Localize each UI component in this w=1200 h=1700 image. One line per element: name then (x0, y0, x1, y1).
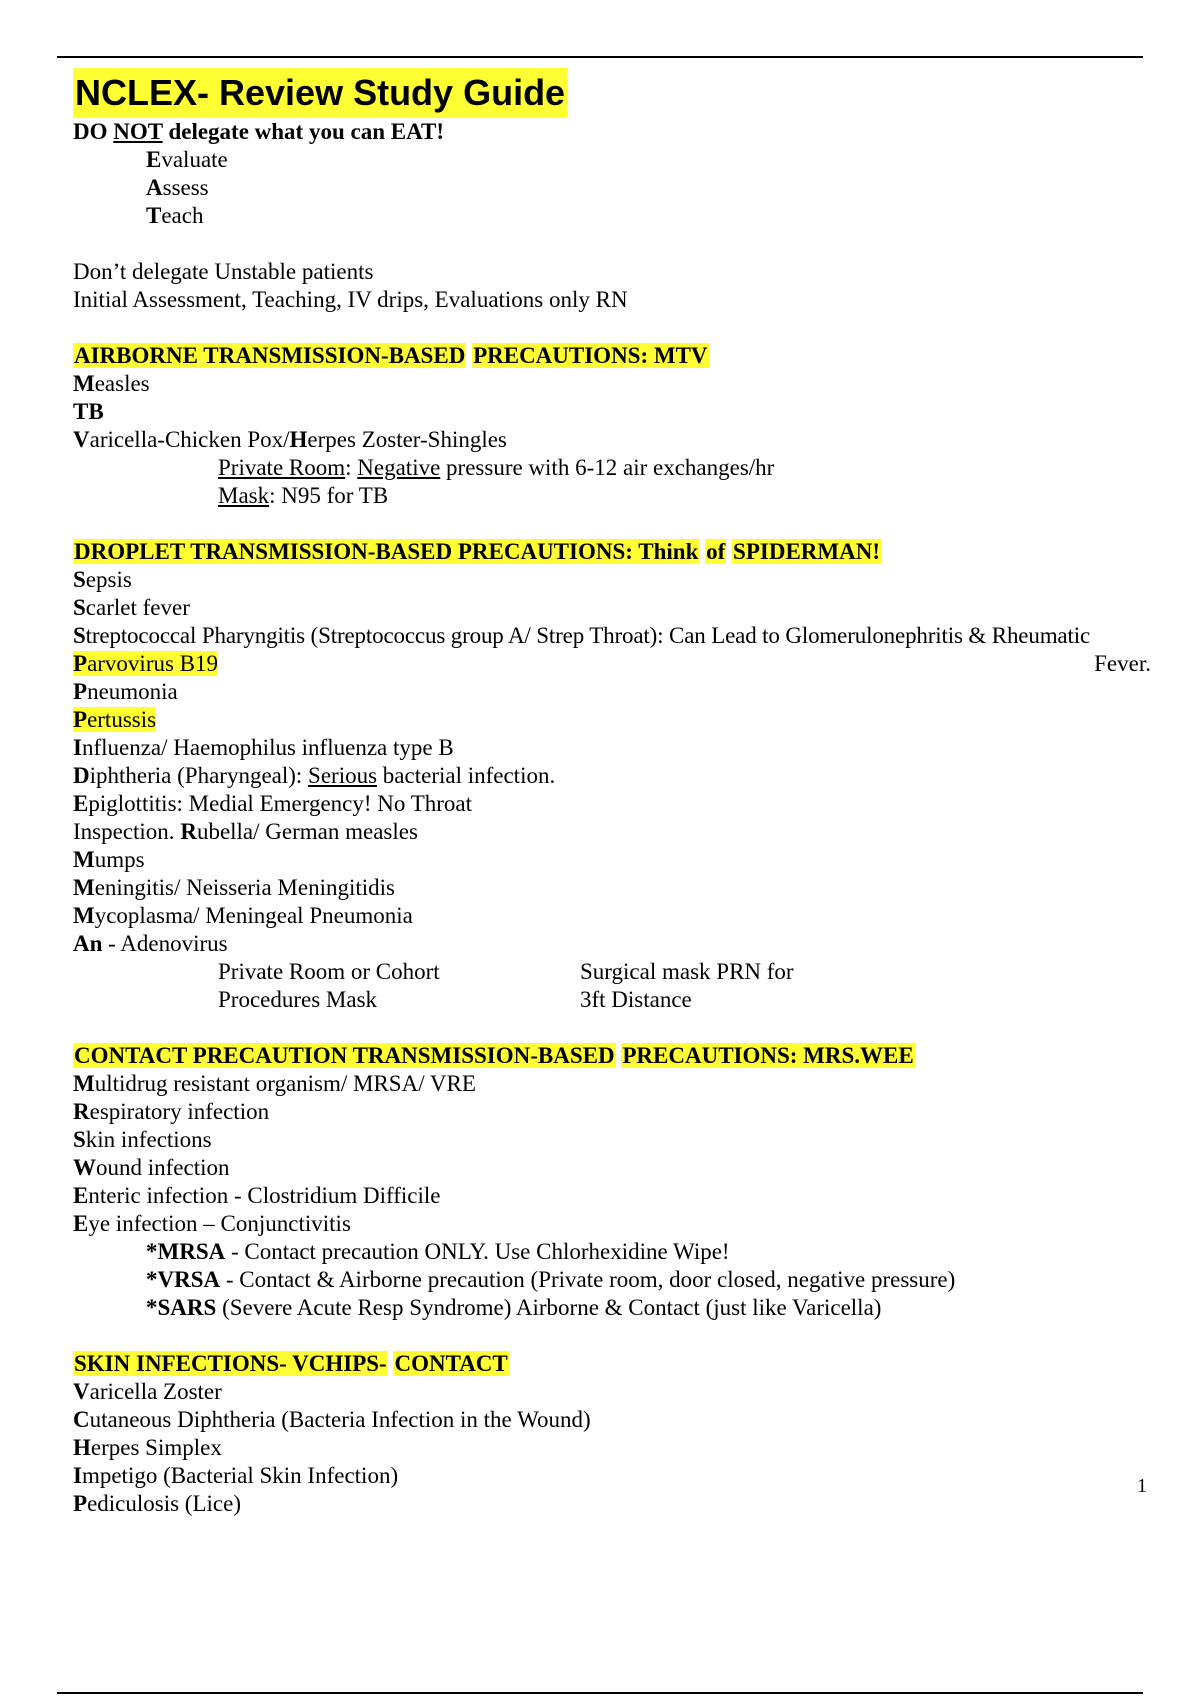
list-item: An - Adenovirus (73, 931, 228, 956)
eat-item: Evaluate (146, 147, 228, 172)
list-item: Sepsis (73, 567, 132, 592)
list-item: Eye infection – Conjunctivitis (73, 1211, 351, 1236)
list-item: Multidrug resistant organism/ MRSA/ VRE (73, 1071, 476, 1096)
list-item: Mycoplasma/ Meningeal Pneumonia (73, 903, 413, 928)
list-item: Inspection. Rubella/ German measles (73, 819, 418, 844)
list-item: Scarlet fever (73, 595, 190, 620)
list-item: Pertussis (73, 707, 157, 732)
list-item: Pediculosis (Lice) (73, 1491, 241, 1516)
list-item: Pneumonia (73, 679, 178, 704)
list-item: Varicella Zoster (73, 1379, 222, 1404)
airborne-room-note: Private Room: Negative pressure with 6-12 air exchanges/hr (218, 455, 775, 480)
list-item: Impetigo (Bacterial Skin Infection) (73, 1463, 399, 1488)
airborne-heading: AIRBORNE TRANSMISSION-BASED PRECAUTIONS: MTV (74, 343, 708, 368)
eat-item: Teach (146, 203, 204, 228)
airborne-mask-note: Mask: N95 for TB (218, 483, 389, 508)
document-page (73, 68, 1163, 1518)
list-item: Cutaneous Diphtheria (Bacteria Infection in the Wound) (73, 1407, 591, 1432)
droplet-notes: Private Room or Cohort Procedures Mask Surgical mask PRN for 3ft Distance (218, 959, 794, 1012)
contact-note: *VRSA - Contact & Airborne precaution (Private room, door closed, negative pressure) (146, 1267, 956, 1292)
not-underlined: NOT (113, 119, 163, 144)
contact-heading: CONTACT PRECAUTION TRANSMISSION-BASED PRECAUTIONS: MRS.WEE (74, 1043, 914, 1068)
list-item: Measles (73, 371, 150, 396)
bottom-rule (57, 1692, 1143, 1694)
list-item: Influenza/ Haemophilus influenza type B (73, 735, 454, 760)
list-item: Wound infection (73, 1155, 230, 1180)
top-rule (57, 56, 1143, 58)
page-title: NCLEX- Review Study Guide (73, 68, 567, 118)
fever-continuation: Fever. (1094, 651, 1151, 676)
page-number: 1 (1137, 1475, 1147, 1497)
list-item: Enteric infection - Clostridium Difficile (73, 1183, 441, 1208)
delegation-note: Initial Assessment, Teaching, IV drips, Evaluations only RN (73, 287, 628, 312)
list-item: Parvovirus B19 Fever. (73, 651, 1151, 676)
delegation-rule: DO NOT delegate what you can EAT! (73, 119, 444, 144)
list-item: Streptococcal Pharyngitis (Streptococcus group A/ Strep Throat): Can Lead to Glomerulonephritis & Rheumatic (73, 623, 1091, 648)
list-item: Epiglottitis: Medial Emergency! No Throat (73, 791, 473, 816)
list-item: Meningitis/ Neisseria Meningitidis (73, 875, 395, 900)
list-item: Mumps (73, 847, 145, 872)
droplet-heading: DROPLET TRANSMISSION-BASED PRECAUTIONS: Think of SPIDERMAN! (74, 539, 880, 564)
contact-note: *SARS (Severe Acute Resp Syndrome) Airborne & Contact (just like Varicella) (146, 1295, 882, 1320)
skin-heading: SKIN INFECTIONS- VCHIPS- CONTACT (74, 1351, 508, 1376)
contact-note: *MRSA - Contact precaution ONLY. Use Chlorhexidine Wipe! (146, 1239, 730, 1264)
list-item: Respiratory infection (73, 1099, 270, 1124)
eat-item: Assess (146, 175, 209, 200)
list-item: Skin infections (73, 1127, 212, 1152)
delegation-note: Don’t delegate Unstable patients (73, 259, 374, 284)
list-item: Herpes Simplex (73, 1435, 222, 1460)
list-item: Varicella-Chicken Pox/Herpes Zoster-Shingles (73, 427, 507, 452)
list-item: TB (73, 399, 104, 424)
list-item: Diphtheria (Pharyngeal): Serious bacterial infection. (73, 763, 556, 788)
